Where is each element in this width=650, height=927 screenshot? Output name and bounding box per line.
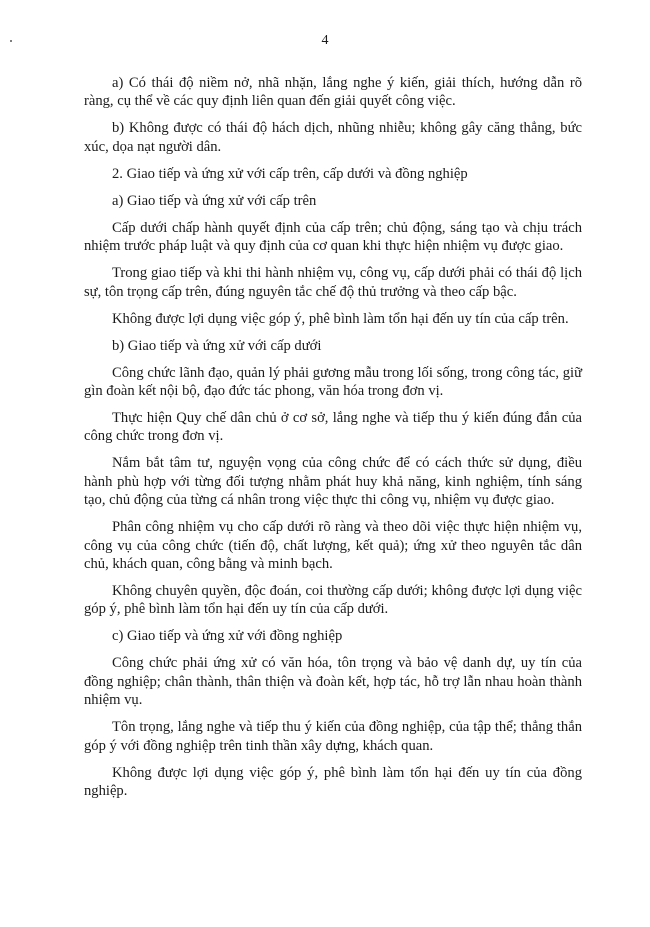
paragraph: Không được lợi dụng việc góp ý, phê bình làm tổn hại đến uy tín của đồng nghiệp. xyxy=(84,764,582,800)
subsection-2b-heading: b) Giao tiếp và ứng xử với cấp dưới xyxy=(112,337,322,354)
subsection-2c-heading: c) Giao tiếp và ứng xử với đồng nghiệp xyxy=(112,628,343,645)
paragraph: Trong giao tiếp và khi thi hành nhiệm vụ, công vụ, cấp dưới phải có thái độ lịch sự, tôn trọng cấp trên, đúng nguyên tắc chế độ thủ trưởng và theo cấp bậc. xyxy=(84,265,582,300)
subsection-2a-heading: a) Giao tiếp và ứng xử với cấp trên xyxy=(112,192,317,209)
document-body xyxy=(84,74,582,809)
paragraph: Phân công nhiệm vụ cho cấp dưới rõ ràng và theo dõi việc thực hiện nhiệm vụ, công vụ của công chức (tiến độ, chất lượng, kết quả); ứng xử theo nguyên tắc dân chủ, khách quan, công bằng và minh bạch. xyxy=(84,519,582,573)
paragraph-1b-prohibition: b) Không được có thái độ hách dịch, nhũng nhiễu; không gây căng thẳng, bức xúc, dọa nạt người dân. xyxy=(84,120,582,155)
paragraph: Tôn trọng, lắng nghe và tiếp thu ý kiến của đồng nghiệp, của tập thể; thẳng thắn góp ý với đồng nghiệp trên tinh thần xây dựng, khách quan. xyxy=(84,719,582,754)
page-number: 4 xyxy=(321,33,329,48)
paragraph-1a-attitude: a) Có thái độ niềm nở, nhã nhặn, lắng nghe ý kiến, giải thích, hướng dẫn rõ ràng, cụ thể về các quy định liên quan đến giải quyết công việc. xyxy=(84,75,582,110)
paragraph: Công chức phải ứng xử có văn hóa, tôn trọng và bảo vệ danh dự, uy tín của đồng nghiệp; chân thành, thân thiện và đoàn kết, hợp tác, hỗ trợ lẫn nhau hoàn thành nhiệm vụ. xyxy=(84,655,582,709)
paragraph: Cấp dưới chấp hành quyết định của cấp trên; chủ động, sáng tạo và chịu trách nhiệm trước pháp luật và quy định của cơ quan khi thực hiện nhiệm vụ được giao. xyxy=(84,219,582,255)
paragraph: Không chuyên quyền, độc đoán, coi thường cấp dưới; không được lợi dụng việc góp ý, phê bình làm tổn hại đến uy tín của cấp dưới. xyxy=(84,583,582,618)
section-2-heading: 2. Giao tiếp và ứng xử với cấp trên, cấp dưới và đồng nghiệp xyxy=(112,165,468,182)
paragraph: Không được lợi dụng việc góp ý, phê bình làm tổn hại đến uy tín của cấp trên. xyxy=(112,310,569,327)
paragraph: Công chức lãnh đạo, quản lý phải gương mẫu trong lối sống, trong công tác, giữ gìn đoàn kết nội bộ, đạo đức tác phong, văn hóa trong đơn vị. xyxy=(84,364,582,400)
paragraph: Nắm bắt tâm tư, nguyện vọng của công chức để có cách thức sử dụng, điều hành phù hợp với từng đối tượng nhằm phát huy khả năng, kinh nghiệm, tính sáng tạo, chủ động của từng cá nhân trong việc thực thi công vụ, nhiệm vụ được giao. xyxy=(84,455,582,509)
paragraph: Thực hiện Quy chế dân chủ ở cơ sở, lắng nghe và tiếp thu ý kiến đúng đắn của công chức trong đơn vị. xyxy=(84,410,582,445)
